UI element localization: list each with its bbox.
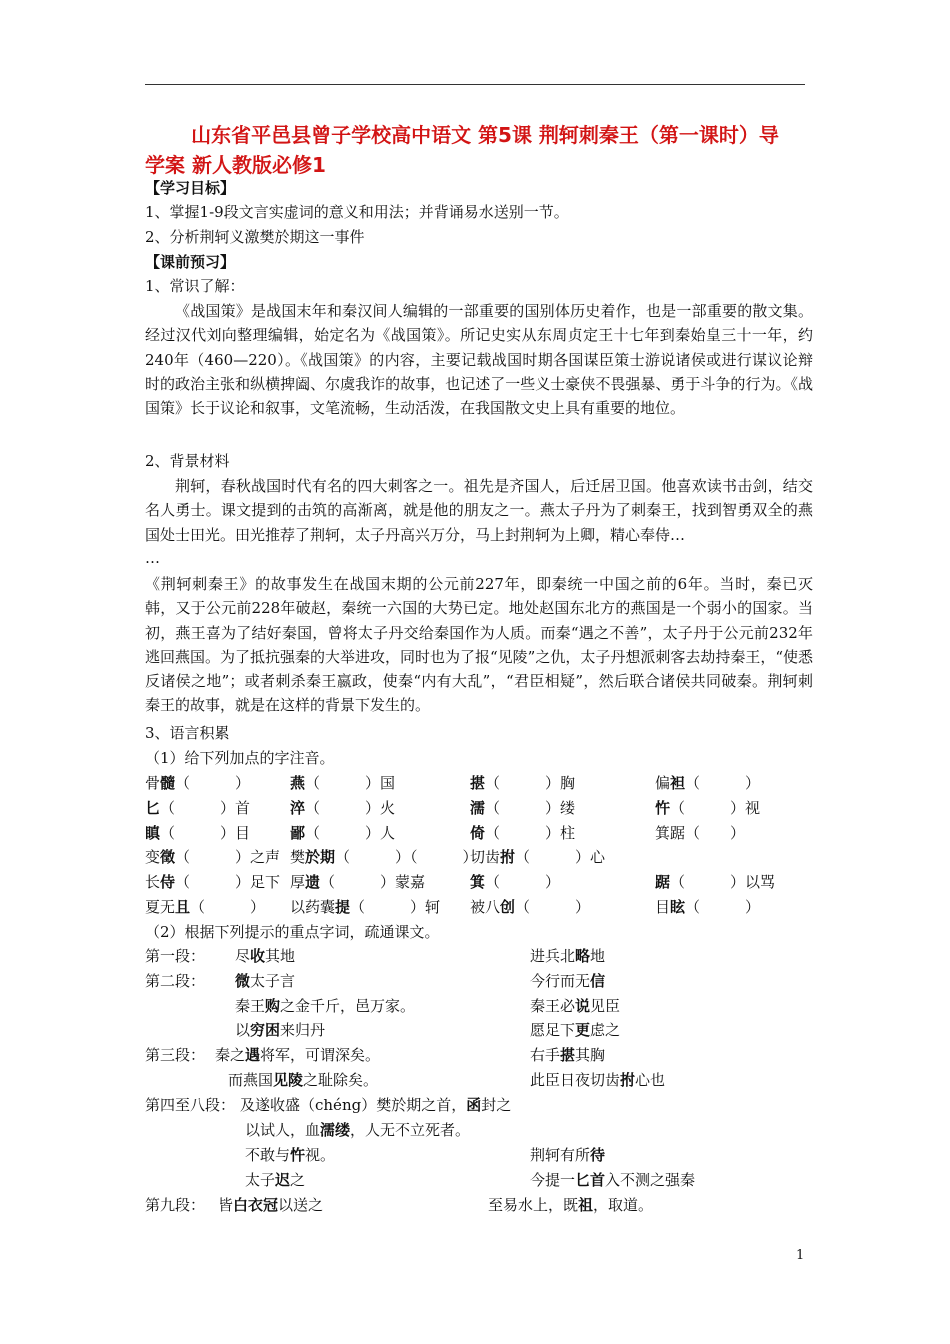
question-heading: （2）根据下列提示的重点字词，疏通课文。 bbox=[145, 923, 440, 941]
phonetic-item: 长侍（ ）足下 bbox=[145, 873, 281, 892]
phonetic-item: 偏袒（ ） bbox=[655, 774, 761, 792]
keyword-item: 荆轲有所待 bbox=[530, 1146, 606, 1164]
phonetic-item: 箕踞（ ） bbox=[655, 823, 746, 842]
paragraph-ellipsis: … bbox=[145, 549, 160, 567]
preview-heading: 【课前预习】 bbox=[145, 253, 236, 271]
keyword-item: 秦王购之金千斤，邑万家。 bbox=[235, 997, 416, 1015]
keyword-item: 以试人，血濡缕，人无不立死者。 bbox=[245, 1121, 471, 1139]
paragraph-label: 第二段： bbox=[145, 972, 206, 990]
phonetic-item: 踞（ ）以骂 bbox=[655, 873, 776, 892]
keyword-item: 皆白衣冠以送之 bbox=[218, 1196, 324, 1214]
keyword-item: 尽收其地 bbox=[235, 947, 296, 965]
keyword-item: 今行而无信 bbox=[530, 972, 606, 990]
phonetic-item: 淬（ ）火 bbox=[290, 798, 396, 817]
keyword-item: 秦王必说见臣 bbox=[530, 997, 621, 1015]
goal-item: 1、掌握1-9段文言实虚词的意义和用法；并背诵易水送别一节。 bbox=[145, 203, 569, 221]
keyword-item: 太子迟之 bbox=[245, 1171, 306, 1189]
title-line-1: 山东省平邑县曾子学校高中语文 第5课 荆轲刺秦王（第一课时）导 bbox=[191, 123, 779, 147]
paragraph-label: 第一段： bbox=[145, 947, 206, 965]
keyword-item: 以穷困来归丹 bbox=[235, 1021, 326, 1039]
goals-heading: 【学习目标】 bbox=[145, 179, 236, 197]
phonetic-item: 夏无且（ ） bbox=[145, 898, 266, 916]
paragraph-zhanguoce: 《战国策》是战国末年和秦汉间人编辑的一部重要的国别体历史着作，也是一部重要的散文集。经过汉代刘向整理编辑，始定名为《战国策》。所记史实从东周贞定王十七年到秦始皇三十一年，约240年（460—220）。《战国策》的内容，主要记载战国时期各国谋臣策士游说诸侯或进行谋议论辩时的政治主张和纵横捭阖、尔虞我诈的故事，也记述了一些义士豪侠不畏强暴、勇于斗争的行为。《战国策》长于议论和叙事，文笔流畅，生动活泼，在我国散文史上具有重要的地位。 bbox=[145, 302, 813, 418]
phonetic-item: 樊於期（ ）（ ） bbox=[290, 848, 478, 867]
keyword-item: 此臣日夜切齿拊心也 bbox=[530, 1071, 666, 1089]
phonetic-item: 濡（ ）缕 bbox=[470, 798, 576, 817]
phonetic-item: 鄙（ ）人 bbox=[290, 823, 396, 842]
keyword-item: 右手揕其胸 bbox=[530, 1046, 606, 1064]
title-line-2: 学案 新人教版必修1 bbox=[145, 153, 326, 177]
keyword-item: 而燕国见陵之耻除矣。 bbox=[228, 1071, 379, 1089]
keyword-item: 秦之遇将军，可谓深矣。 bbox=[215, 1046, 381, 1064]
phonetic-item: 目眩（ ） bbox=[655, 898, 761, 916]
phonetic-item: 以药囊提（ ）轲 bbox=[290, 898, 441, 916]
phonetic-item: 忤（ ）视 bbox=[655, 798, 761, 817]
goal-item: 2、分析荆轲义激樊於期这一事件 bbox=[145, 228, 365, 246]
phonetic-item: 倚（ ）柱 bbox=[470, 823, 576, 842]
keyword-item: 至易水上，既祖，取道。 bbox=[488, 1196, 654, 1214]
paragraph-background: 《荆轲刺秦王》的故事发生在战国末期的公元前227年，即秦统一中国之前的6年。当时，秦已灭韩，又于公元前228年破赵，秦统一六国的大势已定。地处赵国东北方的燕国是一个弱小的国家。当初，燕王喜为了结好秦国，曾将太子丹交给秦国作为人质。而秦“遇之不善”，太子丹于公元前232年逃回燕国。为了抵抗强秦的大举进攻，同时也为了报“见陵”之仇，太子丹想派刺客去劫持秦王，“使悉反诸侯之地”；或者刺杀秦王嬴政，使秦“内有大乱”，“君臣相疑”，然后联合诸侯共同破秦。荆轲刺秦王的故事，就是在这样的背景下发生的。 bbox=[145, 575, 814, 715]
phonetic-item: 骨髓（ ） bbox=[145, 774, 251, 792]
section-heading: 2、背景材料 bbox=[145, 452, 230, 470]
header-rule bbox=[145, 84, 805, 85]
keyword-item: 进兵北略地 bbox=[530, 947, 606, 965]
keyword-item: 及遂收盛（chéng）樊於期之首，函封之 bbox=[240, 1096, 512, 1114]
paragraph-jingke: 荆轲，春秋战国时代有名的四大刺客之一。祖先是齐国人，后迁居卫国。他喜欢读书击剑，结交名人勇士。课文提到的击筑的高渐离，就是他的朋友之一。燕太子丹为了刺秦王，找到智勇双全的燕国处士田光。田光推荐了荆轲，太子丹高兴万分，马上封荆轲为上卿，精心奉侍… bbox=[145, 477, 813, 544]
keyword-item: 微太子言 bbox=[235, 972, 296, 990]
paragraph-label: 第九段： bbox=[145, 1196, 206, 1214]
phonetic-item: 被八创（ ） bbox=[470, 898, 591, 916]
keyword-item: 愿足下更虑之 bbox=[530, 1021, 621, 1039]
phonetic-item: 箕（ ） bbox=[470, 873, 561, 892]
keyword-item: 今提一匕首入不测之强秦 bbox=[530, 1171, 696, 1189]
page-number: 1 bbox=[796, 1248, 805, 1263]
section-heading: 1、常识了解： bbox=[145, 277, 245, 295]
phonetic-item: 揕（ ）胸 bbox=[470, 774, 576, 792]
phonetic-item: 瞋（ ）目 bbox=[145, 823, 251, 842]
phonetic-item: 匕（ ）首 bbox=[145, 798, 251, 817]
paragraph-label: 第三段： bbox=[145, 1046, 206, 1064]
paragraph-label: 第四至八段： bbox=[145, 1096, 236, 1114]
phonetic-item: 厚遗（ ）蒙嘉 bbox=[290, 873, 426, 892]
keyword-item: 不敢与忤视。 bbox=[245, 1146, 336, 1164]
question-heading: （1）给下列加点的字注音。 bbox=[145, 749, 335, 767]
page-title bbox=[145, 120, 825, 180]
phonetic-item: 变徵（ ）之声 bbox=[145, 848, 281, 867]
section-heading: 3、语言积累 bbox=[145, 724, 230, 742]
phonetic-item: 切齿拊（ ）心 bbox=[470, 848, 606, 867]
phonetic-item: 燕（ ）国 bbox=[290, 774, 396, 792]
